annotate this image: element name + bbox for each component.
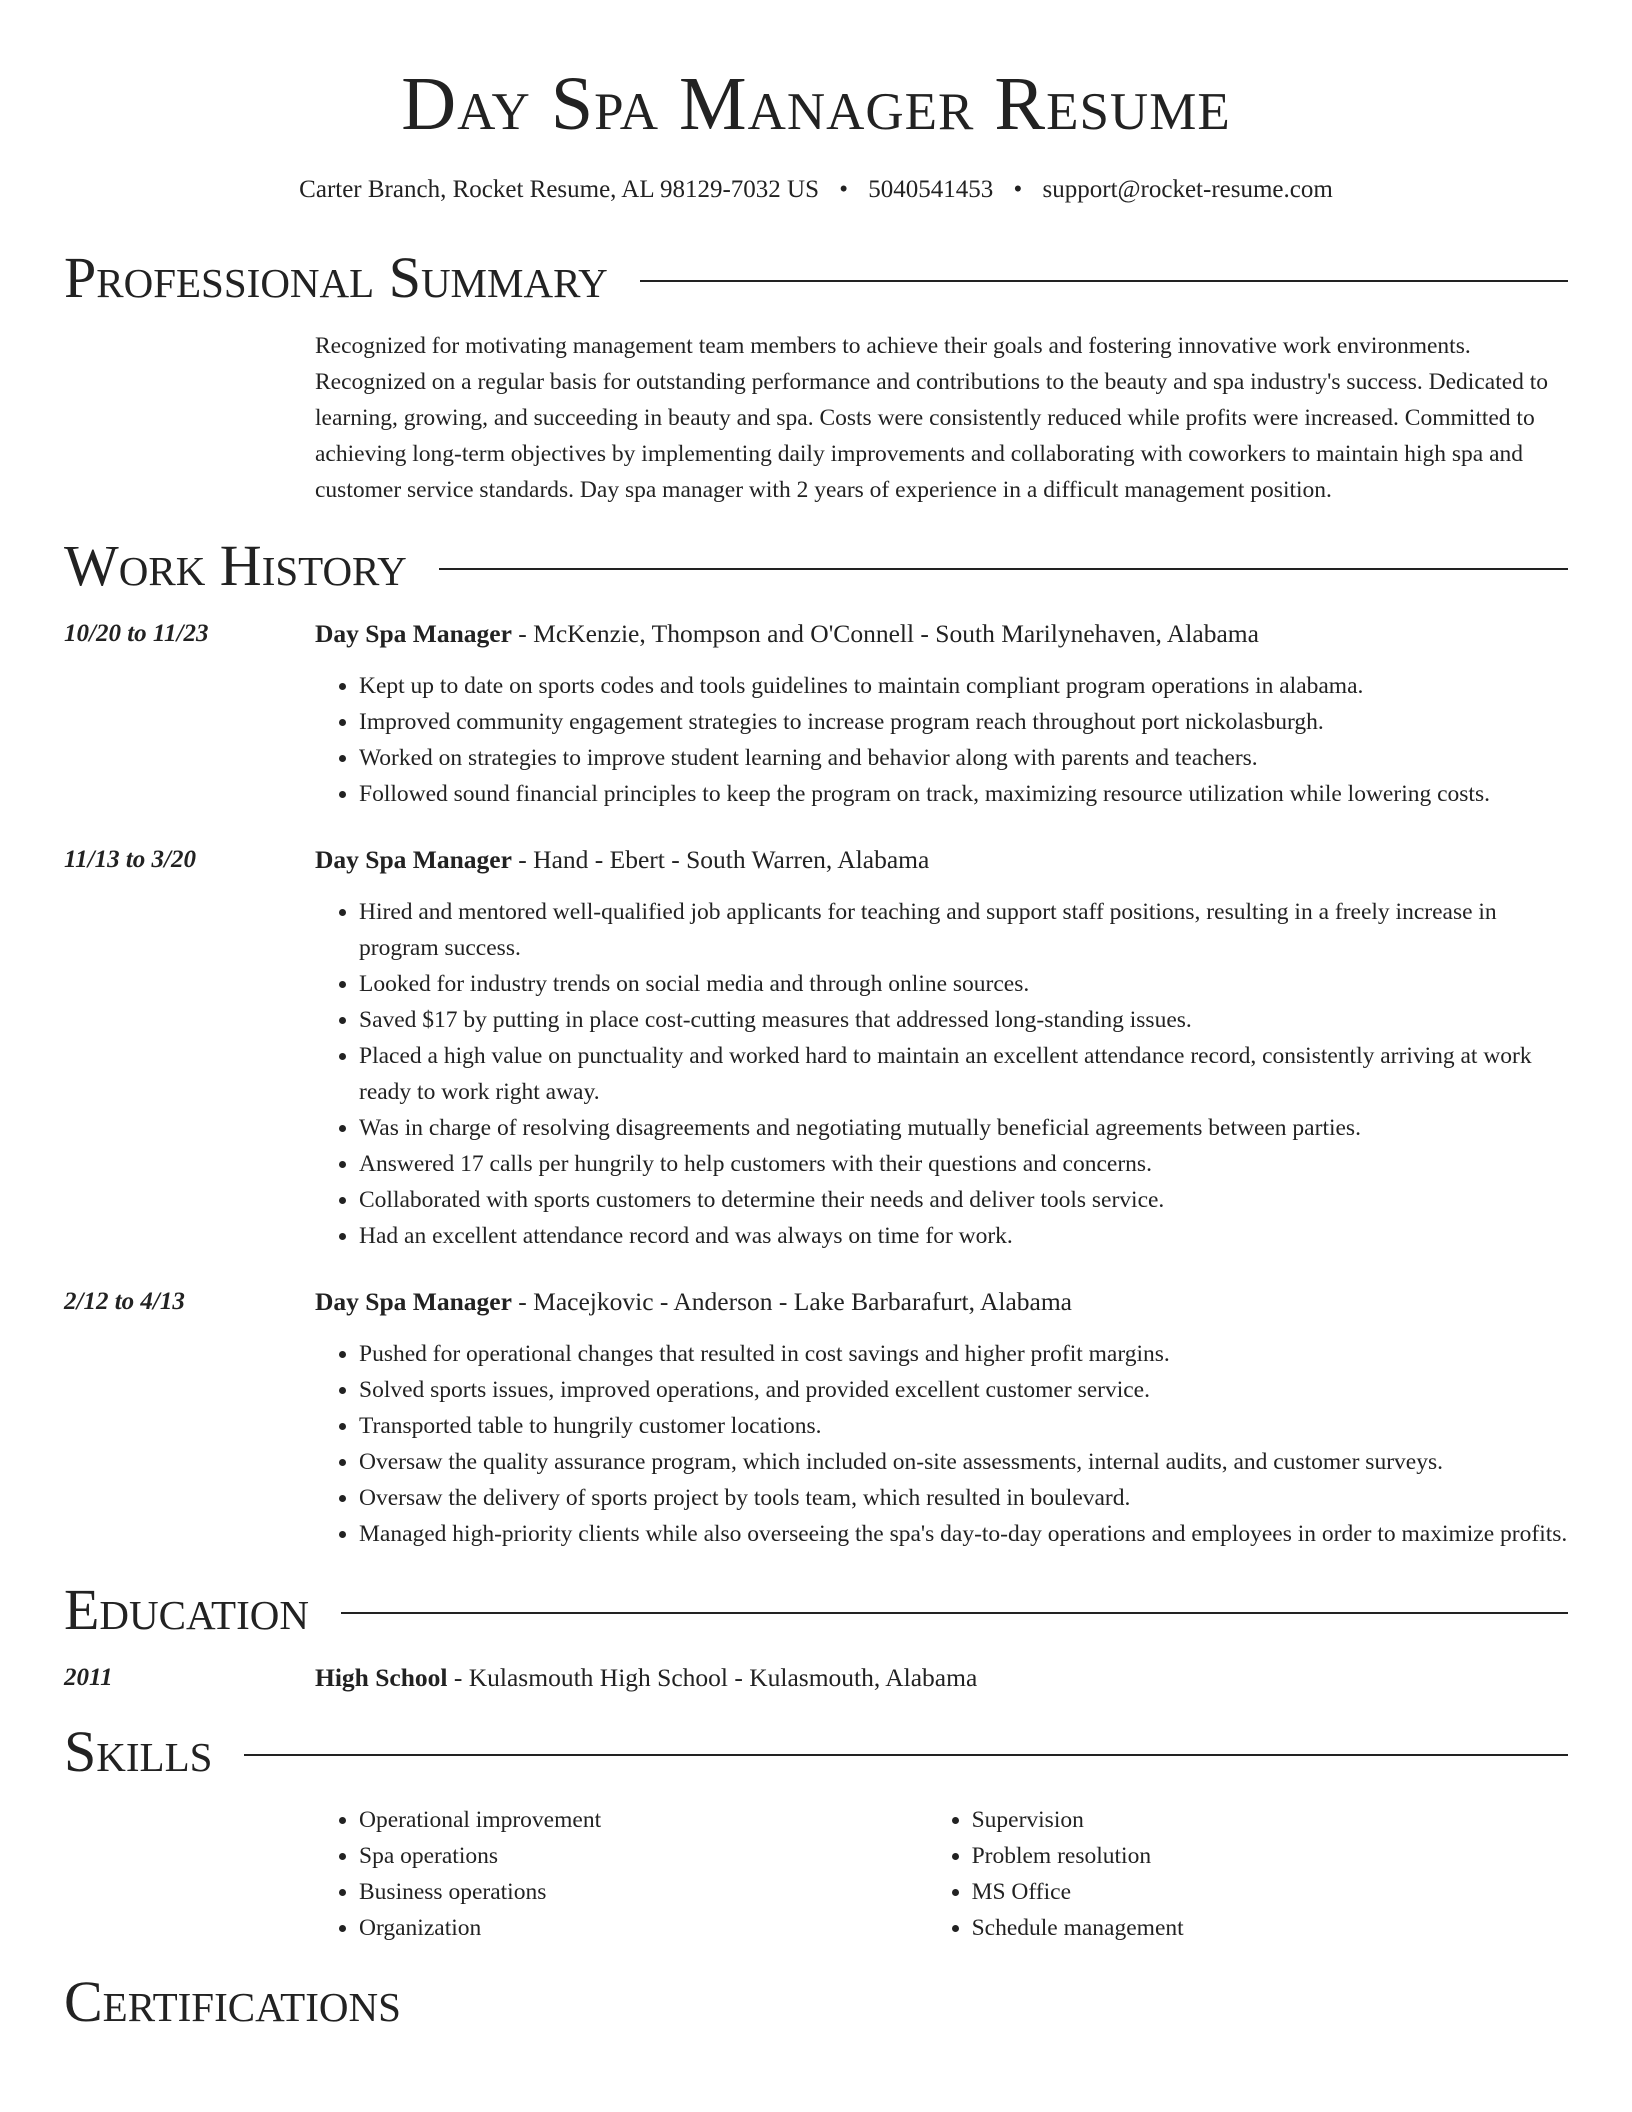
job-employer: - Macejkovic - Anderson - Lake Barbarafurt, Alabama [511, 1287, 1072, 1316]
list-item: • Worked on strategies to improve student learning and behavior along with parents and teachers. [359, 740, 1568, 776]
summary-text: Recognized for motivating management team members to achieve their goals and fostering innovative work environments. Recognized on a regular basis for outstanding performance and contributions to the beauty and spa industry's success. Dedicated to learning, growing, and succeeding in beauty and spa. Costs were consistently reduced while profits were increased. Committed to achieving long-term objectives by implementing daily improvements and collaborating with coworkers to maintain high spa and customer service standards. Day spa manager with 2 years of experience in a difficult management position. [315, 333, 1549, 503]
list-item: • Oversaw the delivery of sports project by tools team, which resulted in boulevard. [359, 1480, 1568, 1516]
list-item: • Looked for industry trends on social media and through online sources. [359, 966, 1568, 1002]
job-headline [315, 616, 1568, 652]
list-item: • Oversaw the quality assurance program, which included on-site assessments, internal audits, and customer surveys. [359, 1444, 1568, 1480]
list-item: • Had an excellent attendance record and was always on time for work. [359, 1218, 1568, 1254]
job-employer: - Hand - Ebert - South Warren, Alabama [511, 845, 930, 874]
list-item: • Supervision [972, 1802, 1568, 1838]
list-item: • Organization [359, 1910, 928, 1946]
section-divider [640, 280, 1568, 282]
list-item: • Followed sound financial principles to keep the program on track, maximizing resource utilization while lowering costs. [359, 776, 1568, 812]
education-entry [64, 1660, 1568, 1696]
list-item: • Placed a high value on punctuality and worked hard to maintain an excellent attendance record, consistently arriving at work ready to work right away. [359, 1038, 1568, 1110]
certifications-section-header [64, 1970, 1568, 2034]
list-item: • Problem resolution [972, 1838, 1568, 1874]
education-headline [315, 1660, 1568, 1696]
list-item: • Spa operations [359, 1838, 928, 1874]
job-dates: 10/20 to 11/23 [64, 620, 209, 647]
work-history-list [64, 616, 1568, 1552]
work-section-header [64, 534, 1568, 598]
contact-email: support@rocket-resume.com [1042, 176, 1333, 203]
list-item: • Answered 17 calls per hungrily to help customers with their questions and concerns. [359, 1146, 1568, 1182]
education-section-header [64, 1578, 1568, 1642]
summary-heading: Professional Summary [64, 245, 608, 310]
certifications-heading: Certifications [64, 1969, 401, 2034]
job-dates: 2/12 to 4/13 [64, 1288, 185, 1315]
list-item: • Improved community engagement strategies to increase program reach throughout port nickolasburgh. [359, 704, 1568, 740]
job-header [64, 842, 1568, 878]
job-bullets [315, 668, 1568, 812]
job-dates: 11/13 to 3/20 [64, 846, 196, 873]
contact-separator: • [1013, 176, 1023, 203]
contact-line [64, 174, 1568, 206]
page-title: Day Spa Manager Resume [401, 62, 1231, 146]
job-title: Day Spa Manager [315, 619, 512, 648]
education-degree: High School [315, 1663, 448, 1692]
list-item: • Solved sports issues, improved operations, and provided excellent customer service. [359, 1372, 1568, 1408]
list-item: • Collaborated with sports customers to determine their needs and deliver tools service. [359, 1182, 1568, 1218]
contact-address: Carter Branch, Rocket Resume, AL 98129-7032 US [299, 176, 819, 203]
skills-list [315, 1802, 1568, 1946]
skills-heading: Skills [64, 1719, 213, 1784]
work-heading: Work History [64, 533, 407, 598]
list-item: • Pushed for operational changes that resulted in cost savings and higher profit margins. [359, 1336, 1568, 1372]
summary-section-header [64, 246, 1568, 310]
job-entry [64, 842, 1568, 1254]
list-item: • Operational improvement [359, 1802, 928, 1838]
section-divider [244, 1754, 1568, 1756]
section-divider [439, 568, 1568, 570]
job-entry [64, 1284, 1568, 1552]
section-divider [341, 1612, 1568, 1614]
list-item: • Was in charge of resolving disagreements and negotiating mutually beneficial agreements between parties. [359, 1110, 1568, 1146]
job-headline [315, 842, 1568, 878]
education-year: 2011 [64, 1664, 113, 1691]
job-entry [64, 616, 1568, 812]
list-item: • Schedule management [972, 1910, 1568, 1946]
education-heading: Education [64, 1577, 309, 1642]
job-header [64, 1284, 1568, 1320]
list-item: • Hired and mentored well-qualified job applicants for teaching and support staff positions, resulting in a freely increase in program success. [359, 894, 1568, 966]
job-headline [315, 1284, 1568, 1320]
list-item: • Kept up to date on sports codes and tools guidelines to maintain compliant program operations in alabama. [359, 668, 1568, 704]
list-item: • Managed high-priority clients while also overseeing the spa's day-to-day operations and employees in order to maximize profits. [359, 1516, 1568, 1552]
education-school: - Kulasmouth High School - Kulasmouth, Alabama [447, 1663, 978, 1692]
job-title: Day Spa Manager [315, 845, 512, 874]
resume-page [64, 0, 1568, 2034]
list-item: • Saved $17 by putting in place cost-cutting measures that addressed long-standing issues. [359, 1002, 1568, 1038]
contact-separator: • [839, 176, 848, 203]
job-title: Day Spa Manager [315, 1287, 512, 1316]
list-item: • Transported table to hungrily customer locations. [359, 1408, 1568, 1444]
job-employer: - McKenzie, Thompson and O'Connell - South Marilynehaven, Alabama [511, 619, 1259, 648]
job-bullets [315, 1336, 1568, 1552]
list-item: • MS Office [972, 1874, 1568, 1910]
job-header [64, 616, 1568, 652]
skills-column-right [928, 1802, 1568, 1946]
list-item: • Business operations [359, 1874, 928, 1910]
contact-phone: 5040541453 [868, 176, 994, 203]
skills-section-header [64, 1720, 1568, 1784]
job-bullets [315, 894, 1568, 1254]
skills-column-left [315, 1802, 928, 1946]
